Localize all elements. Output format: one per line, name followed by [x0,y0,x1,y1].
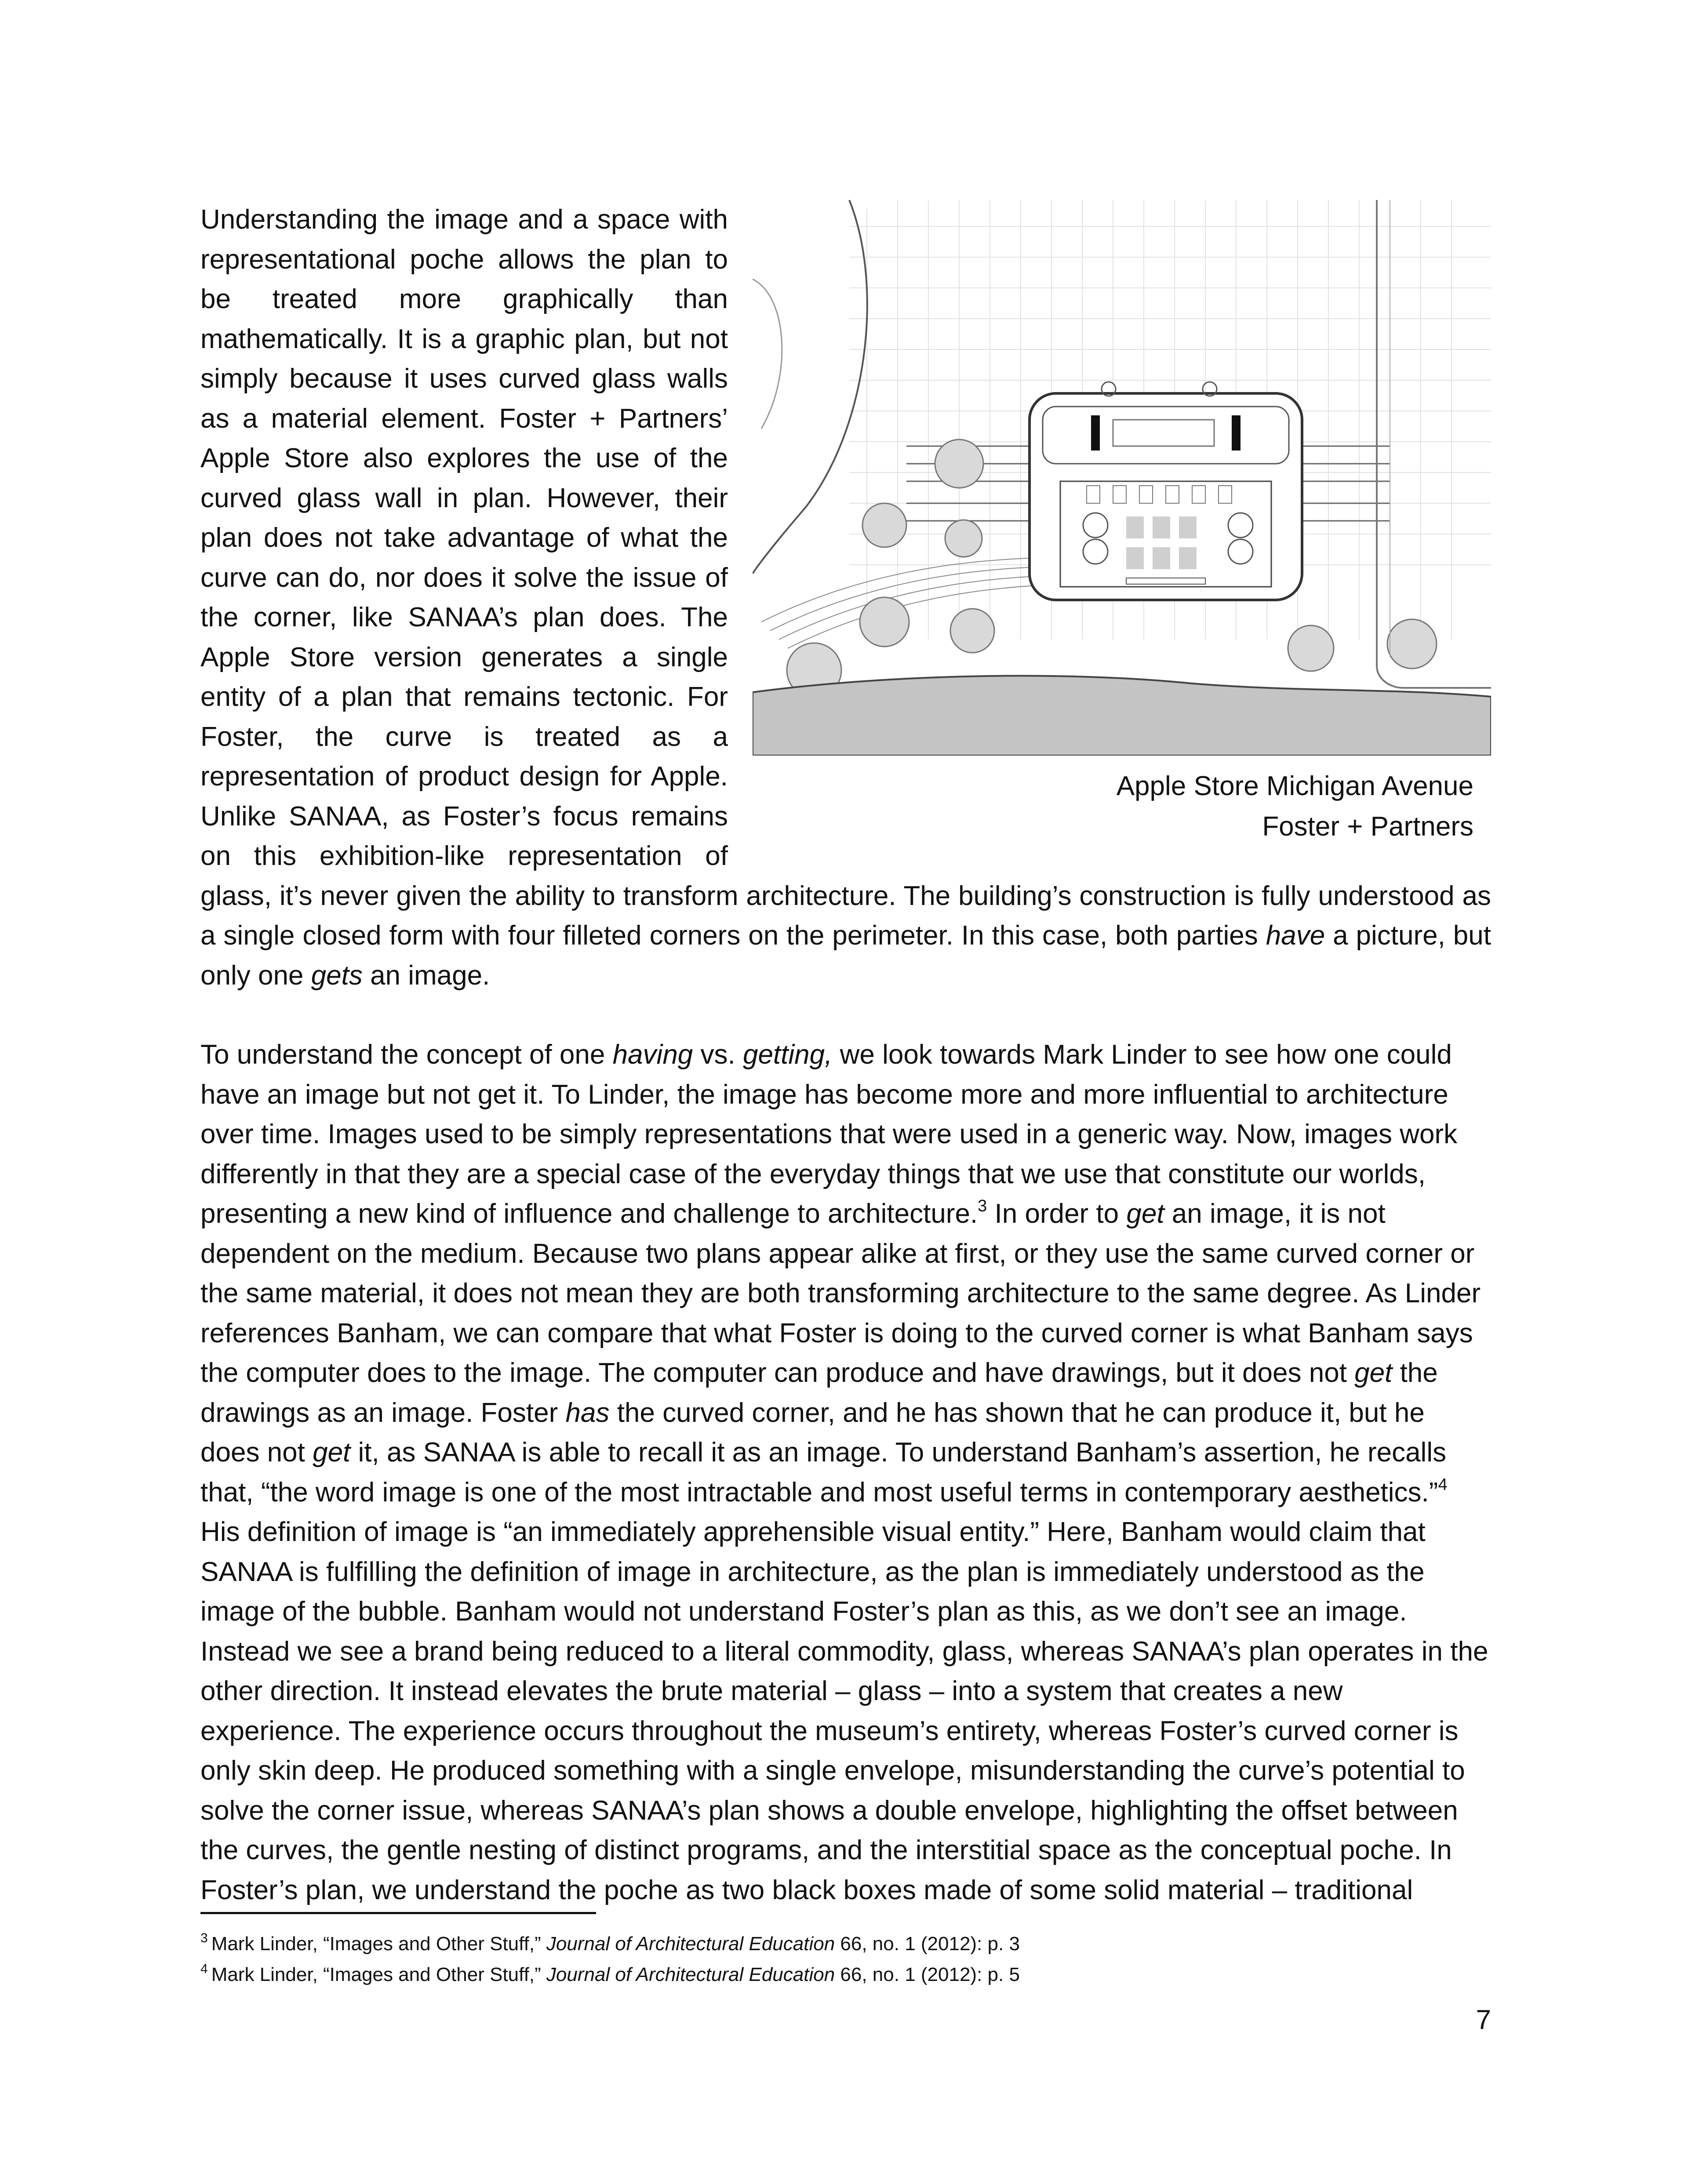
paragraph-2-emphasis-get-3: get [313,1437,351,1468]
footnote-3-text-pre: Mark Linder, “Images and Other Stuff,” [211,1933,546,1955]
footnote-3-journal: Journal of Architectural Education [546,1933,835,1955]
footnote-4-text-post: 66, no. 1 (2012): p. 5 [835,1964,1020,1985]
paragraph-2-text-3: we look towards Mark Linder to see how one could have an image but not get it. To Linder, the image has become more and more influential to architecture over time. Images used to be simply representations that were used in a generic way. Now, images work differently in that they are a special case of the everyday things that we use that constitute our worlds, presenting a new kind of influence and challenge to architecture. [200,1039,1458,1229]
paragraph-2-emphasis-get-2: get [1354,1358,1393,1388]
paragraph-2-text-2: vs. [693,1039,743,1070]
body-text-block [200,200,1491,1910]
paragraph-gap [200,996,1491,1035]
paragraph-1-text-1: Understanding the image and a space with representational poche allows the plan to be treated more graphically than mathematically. It is a graphic plan, but not simply because it uses curved glass walls as a material element. Foster + Partners’ Apple Store also explores the use of the curved glass wall in plan. However, their plan does not take advantage of what the curve can do, nor does it solve the issue of the corner, like SANAA’s plan does. The Apple Store version generates a single entity of a plan that remains tectonic. For Foster, the curve is treated as a representation of product design for Apple. Unlike SANAA, as Foster’s focus remains on this exhibition-like representation of glass, it’s never given the ability to transform architecture. The building’s construction is fully understood as a single closed form with four filleted corners on the perimeter. In this case, both parties [200,204,1491,951]
paragraph-2-text-1: To understand the concept of one [200,1039,613,1070]
footnote-4 [200,1959,1475,1990]
paragraph-1-emphasis-gets: gets [311,960,363,991]
paragraph-2 [200,1035,1491,1910]
site-plan-drawing [753,200,1491,756]
page-number: 7 [1476,2005,1491,2035]
paragraph-2-text-4: In order to [987,1199,1127,1229]
paragraph-1-text-3: an image. [362,960,490,991]
paragraph-2-emphasis-has: has [565,1397,610,1428]
caption-line-2: Foster + Partners [1262,811,1473,842]
paragraph-1-text-2: a picture, but only one [200,920,1491,991]
footnote-3-number: 3 [200,1931,208,1945]
paragraph-2-text-9: His definition of image is “an immediately apprehensible visual entity.” Here, Banham would claim that SANAA is fulfilling the definition of image in architecture, as the plan is immediately understood as the image of the bubble. Banham would not understand Foster’s plan as this, as we don’t see an image. Instead we see a brand being reduced to a literal commodity, glass, whereas SANAA’s plan operates in the other direction. It instead elevates the brute material – glass – into a system that creates a new experience. The experience occurs throughout the museum’s entirety, whereas Foster’s curved corner is only skin deep. He produced something with a single envelope, misunderstanding the curve’s potential to solve the corner issue, whereas SANAA’s plan shows a double envelope, highlighting the offset between the curves, the gentle nesting of distinct programs, and the interstitial space as the conceptual poche. In Foster’s plan, we understand the poche as two black boxes made of some solid material – traditional [200,1517,1488,1905]
paragraph-2-text-7: the curved corner, and he has shown that he can produce it, but he does not [200,1397,1425,1468]
paragraph-2-text-8: it, as SANAA is able to recall it as an image. To understand Banham’s assertion, he recalls that, “the word image is one of the most intractable and most useful terms in contemporary aesthetics.” [200,1437,1447,1508]
footnote-3-text-post: 66, no. 1 (2012): p. 3 [835,1933,1020,1955]
paragraph-2-text-5: an image, it is not dependent on the medium. Because two plans appear alike at first, or they use the same curved corner or the same material, it does not mean they are both transforming architecture to the same degree. As Linder references Banham, we can compare that what Foster is doing to the curved corner is what Banham says the computer does to the image. The computer can produce and have drawings, but it does not [200,1199,1481,1388]
paragraph-2-emphasis-get-1: get [1126,1199,1164,1229]
paragraph-2-emphasis-having: having [612,1039,693,1070]
footnotes [200,1929,1475,1990]
paragraph-2-text-6: the drawings as an image. Foster [200,1358,1438,1428]
footnote-4-number: 4 [200,1962,208,1976]
paragraph-1-emphasis-have: have [1266,920,1325,951]
figure-caption [753,766,1491,847]
footnote-4-journal: Journal of Architectural Education [546,1964,835,1985]
footnote-3 [200,1929,1475,1959]
footnote-ref-4[interactable]: 4 [1438,1475,1448,1494]
footnote-separator [200,1912,596,1914]
footnote-4-text-pre: Mark Linder, “Images and Other Stuff,” [211,1964,546,1985]
figure [753,200,1491,847]
footnote-ref-3[interactable]: 3 [978,1197,987,1215]
caption-line-1: Apple Store Michigan Avenue [1116,771,1473,801]
paragraph-2-emphasis-getting: getting, [742,1039,833,1070]
